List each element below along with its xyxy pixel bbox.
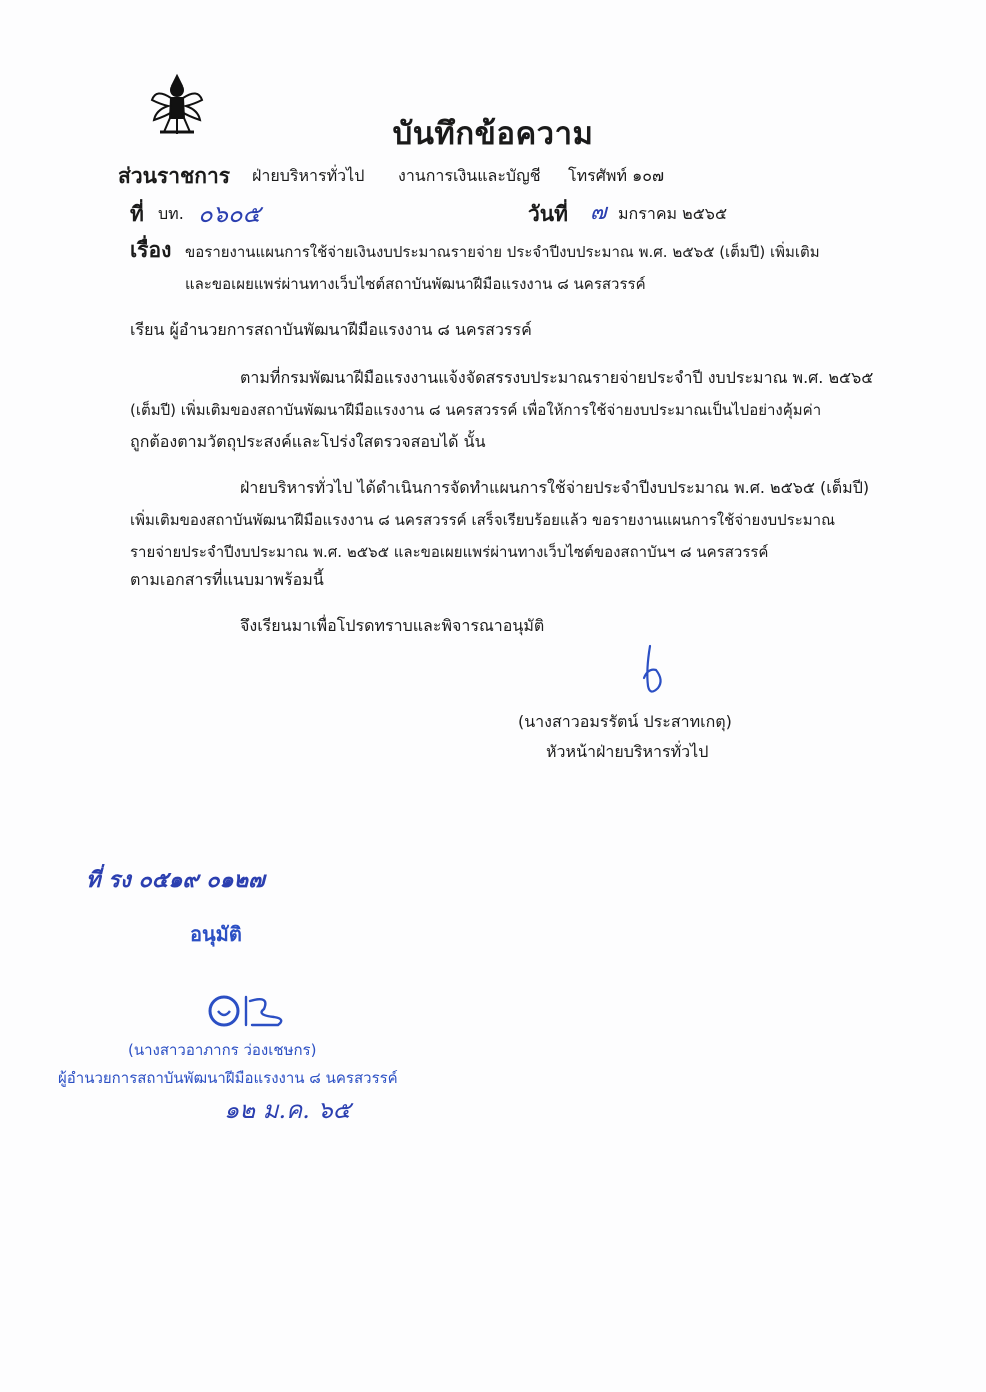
date-day-handwritten: ๗ — [590, 200, 607, 225]
doc-no-handwritten: ๐๖๐๕ — [198, 200, 261, 228]
closing-line: จึงเรียนมาเพื่อโปรดทราบและพิจารณาอนุมัติ — [240, 616, 545, 635]
paragraph-2-line-3: รายจ่ายประจำปีงบประมาณ พ.ศ. ๒๕๖๕ และขอเผยแพร่ผ่านทางเว็บไซต์ของสถาบันฯ ๘ นครสวรรค์ — [130, 543, 769, 561]
salutation: เรียน ผู้อำนวยการสถาบันพัฒนาฝีมือแรงงาน ๘ นครสวรรค์ — [130, 320, 532, 339]
paragraph-2-line-1: ฝ่ายบริหารทั่วไป ได้ดำเนินการจัดทำแผนการใช้จ่ายประจำปีงบประมาณ พ.ศ. ๒๕๖๕ (เต็มปี) — [240, 478, 870, 497]
memo-title: บันทึกข้อความ — [392, 116, 594, 152]
receipt-stamp-number: ที่ รง ๐๕๑๙ ๐๑๒๗ — [86, 867, 265, 893]
phone-value: โทรศัพท์ ๑๐๗ — [568, 166, 665, 185]
approve-text: อนุมัติ — [190, 922, 242, 946]
subject-line-2: และขอเผยแพร่ผ่านทางเว็บไซต์สถาบันพัฒนาฝีมือแรงงาน ๘ นครสวรรค์ — [185, 275, 646, 293]
paragraph-2-line-2: เพิ่มเติมของสถาบันพัฒนาฝีมือแรงงาน ๘ นครสวรรค์ เสร็จเรียบร้อยแล้ว ขอรายงานแผนการใช้จ่ายงบประมาณ — [130, 511, 836, 529]
signer-position: หัวหน้าฝ่ายบริหารทั่วไป — [546, 742, 709, 761]
paragraph-2-line-4: ตามเอกสารที่แนบมาพร้อมนี้ — [130, 570, 324, 589]
approver-name: (นางสาวอาภากร ว่องเชษกร) — [128, 1041, 317, 1059]
dept-label: ส่วนราชการ — [118, 164, 231, 188]
subject-label: เรื่อง — [130, 238, 172, 262]
approve-date-handwritten: ๑๒ ม.ค. ๖๕ — [224, 1096, 351, 1124]
doc-no-prefix: บท. — [158, 204, 184, 223]
section-value: งานการเงินและบัญชี — [398, 166, 541, 185]
doc-no-label: ที่ — [130, 202, 144, 226]
dept-value: ฝ่ายบริหารทั่วไป — [252, 166, 365, 185]
paragraph-1-line-1: ตามที่กรมพัฒนาฝีมือแรงงานแจ้งจัดสรรงบประมาณรายจ่ายประจำปี งบประมาณ พ.ศ. ๒๕๖๕ — [240, 368, 874, 387]
approver-position: ผู้อำนวยการสถาบันพัฒนาฝีมือแรงงาน ๘ นครสวรรค์ — [58, 1069, 398, 1087]
approver-signature — [200, 985, 300, 1035]
date-label: วันที่ — [528, 202, 568, 226]
signer-signature — [620, 640, 680, 700]
paragraph-1-line-3: ถูกต้องตามวัตถุประสงค์และโปร่งใสตรวจสอบได้ นั้น — [130, 432, 486, 451]
signer-name: (นางสาวอมรรัตน์ ประสาทเกตุ) — [518, 712, 732, 731]
paragraph-1-line-2: (เต็มปี) เพิ่มเติมของสถาบันพัฒนาฝีมือแรงงาน ๘ นครสวรรค์ เพื่อให้การใช้จ่ายงบประมาณเป็นไปอย่างคุ้มค่า — [130, 401, 822, 419]
date-rest: มกราคม ๒๕๖๕ — [618, 204, 728, 223]
subject-line-1: ขอรายงานแผนการใช้จ่ายเงินงบประมาณรายจ่าย ประจำปีงบประมาณ พ.ศ. ๒๕๖๕ (เต็มปี) เพิ่มเติม — [185, 243, 820, 261]
